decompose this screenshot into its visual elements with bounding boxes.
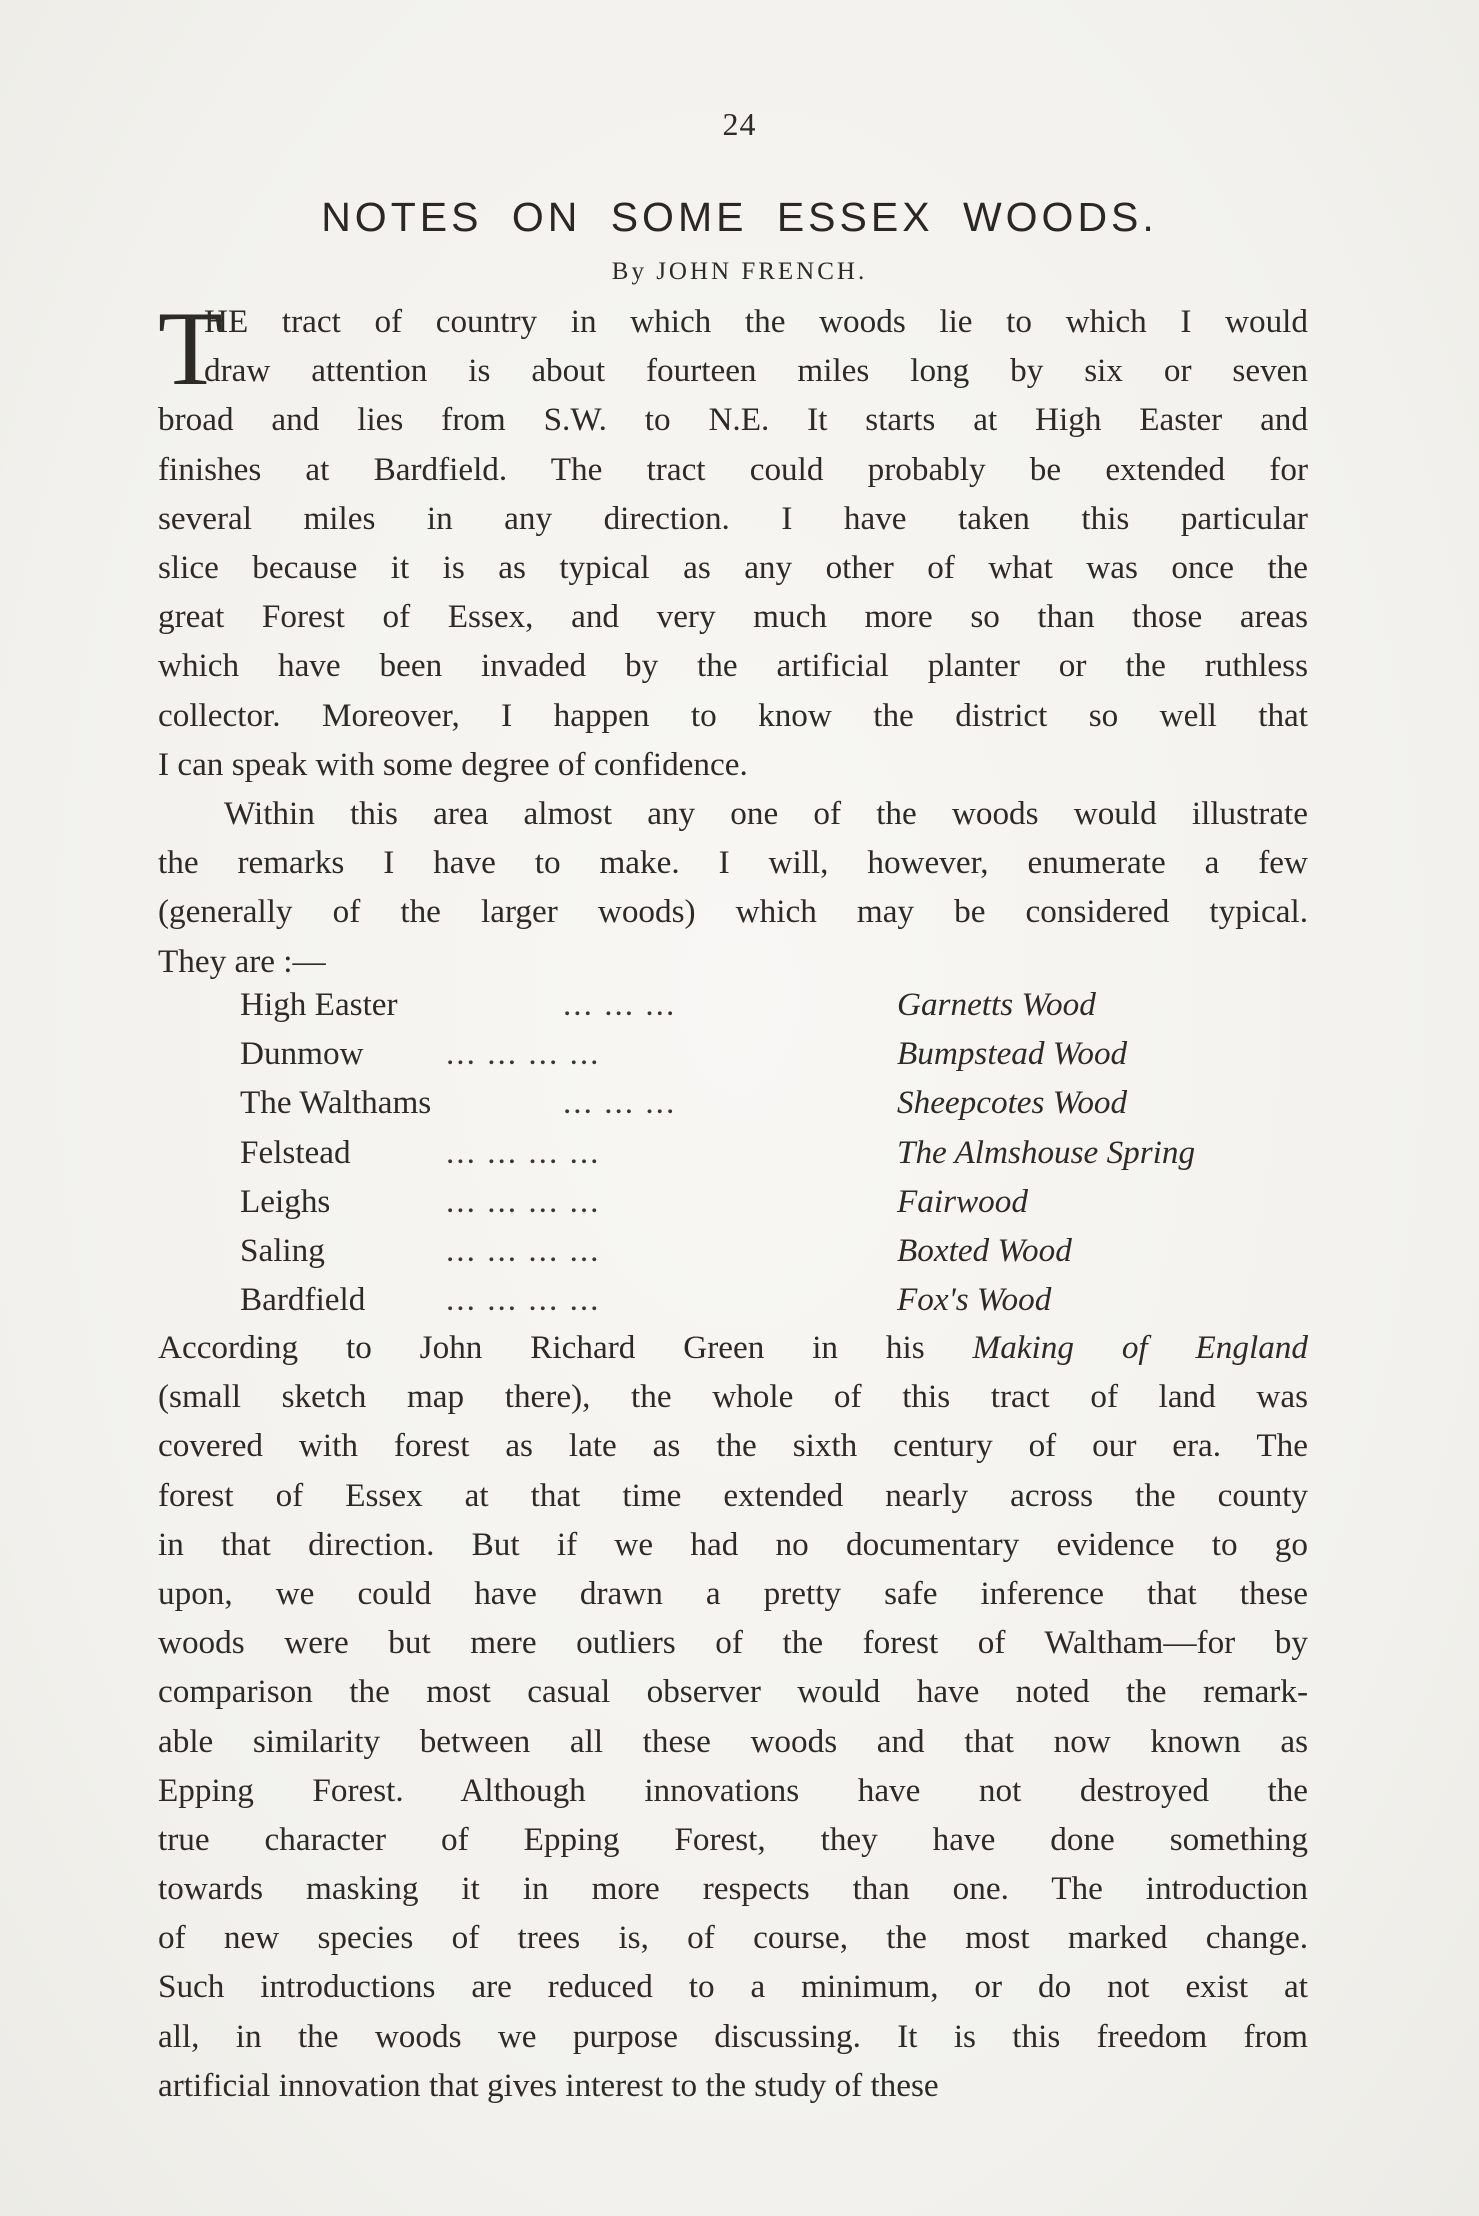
paragraph-line: several miles in any direction. I have taken this particular <box>158 499 1308 537</box>
paragraph-line: They are :— <box>158 942 326 980</box>
paragraph-3 <box>158 1323 1308 2110</box>
woods-list <box>240 980 1300 1324</box>
paragraph-2 <box>158 789 1308 986</box>
wood-place: Saling <box>240 1231 325 1269</box>
paragraph-line: covered with forest as late as the sixth century of our era. The <box>158 1427 1308 1465</box>
paragraph-line: in that direction. But if we had no documentary evidence to go <box>158 1525 1308 1563</box>
list-item <box>240 980 1300 1029</box>
paragraph-line: artificial innovation that gives interest to the study of these <box>158 2066 939 2104</box>
paragraph-line: which have been invaded by the artificial planter or the ruthless <box>158 647 1308 685</box>
paragraph-line: Epping Forest. Although innovations have not destroyed the <box>158 1771 1308 1809</box>
paragraph-line <box>158 1323 1308 1372</box>
wood-place: Felstead <box>240 1133 351 1171</box>
wood-place: Leighs <box>240 1182 331 1220</box>
wood-name: Fairwood <box>897 1182 1028 1220</box>
list-item <box>240 1177 1300 1226</box>
paragraph-line: true character of Epping Forest, they have done something <box>158 1820 1308 1858</box>
list-item <box>240 1029 1300 1078</box>
paragraph-line: the remarks I have to make. I will, however, enumerate a few <box>158 844 1308 882</box>
paragraph-line: broad and lies from S.W. to N.E. It starts at High Easter and <box>158 401 1308 439</box>
paragraph-line: woods were but mere outliers of the forest of Waltham—for by <box>158 1624 1308 1662</box>
paragraph-line: slice because it is as typical as any other of what was once the <box>158 548 1308 586</box>
article-title: NOTES ON SOME ESSEX WOODS. <box>321 194 1158 240</box>
wood-name: Bumpstead Wood <box>897 1035 1128 1073</box>
page-number: 24 <box>722 106 757 142</box>
drop-cap: T <box>158 290 223 407</box>
paragraph-line: able similarity between all these woods and that now known as <box>158 1722 1308 1760</box>
list-item <box>240 1128 1300 1177</box>
wood-place: Dunmow <box>240 1035 364 1073</box>
wood-name: Fox's Wood <box>897 1281 1052 1319</box>
leader-dots: ... ... ... ... <box>446 1281 601 1319</box>
leader-dots: ... ... ... <box>563 986 677 1023</box>
leader-dots: ... ... ... ... <box>446 1133 601 1171</box>
wood-name: Sheepcotes Wood <box>897 1084 1128 1122</box>
paragraph-line: of new species of trees is, of course, the most marked change. <box>158 1919 1308 1957</box>
paragraph-line: all, in the woods we purpose discussing. It is this freedom from <box>158 2017 1308 2055</box>
paragraph-1 <box>158 290 1308 789</box>
list-item <box>240 1078 1300 1127</box>
leader-dots: ... ... ... <box>563 1084 677 1122</box>
paragraph-line: forest of Essex at that time extended nearly across the county <box>158 1476 1308 1514</box>
paragraph-line: upon, we could have drawn a pretty safe inference that these <box>158 1574 1308 1612</box>
wood-name: The Almshouse Spring <box>897 1133 1196 1171</box>
leader-dots: ... ... ... ... <box>446 1035 601 1073</box>
wood-name: Garnetts Wood <box>897 986 1096 1023</box>
paragraph-line: Such introductions are reduced to a minimum, or do not exist at <box>158 1968 1308 2006</box>
paragraph-line: towards masking it in more respects than one. The introduction <box>158 1870 1308 1908</box>
paragraph-line: comparison the most casual observer would have noted the remark- <box>158 1673 1308 1711</box>
paragraph-line: collector. Moreover, I happen to know the district so well that <box>158 696 1308 734</box>
paragraph-line: Within this area almost any one of the woods would illustrate <box>224 795 1308 832</box>
paragraph-line: finishes at Bardfield. The tract could probably be extended for <box>158 450 1308 488</box>
leader-dots: ... ... ... ... <box>446 1231 601 1269</box>
paragraph-line: (small sketch map there), the whole of this tract of land was <box>158 1378 1308 1416</box>
wood-name: Boxted Wood <box>897 1231 1072 1269</box>
paragraph-line: draw attention is about fourteen miles long by six or seven <box>204 352 1308 390</box>
paragraph-text: According to John Richard Green in his <box>158 1329 973 1366</box>
article-byline: By JOHN FRENCH. <box>611 258 868 285</box>
paragraph-line: HE tract of country in which the woods lie to which I would <box>204 303 1308 340</box>
list-item <box>240 1275 1300 1324</box>
wood-place: High Easter <box>240 986 398 1023</box>
paragraph-line: great Forest of Essex, and very much more so than those areas <box>158 598 1308 636</box>
list-item <box>240 1226 1300 1275</box>
book-title: Making of England <box>972 1329 1308 1366</box>
wood-place: The Walthams <box>240 1084 432 1122</box>
paragraph-line: (generally of the larger woods) which may be considered typical. <box>158 893 1308 931</box>
wood-place: Bardfield <box>240 1281 366 1319</box>
leader-dots: ... ... ... ... <box>446 1182 601 1220</box>
paragraph-line: I can speak with some degree of confidence. <box>158 745 748 783</box>
